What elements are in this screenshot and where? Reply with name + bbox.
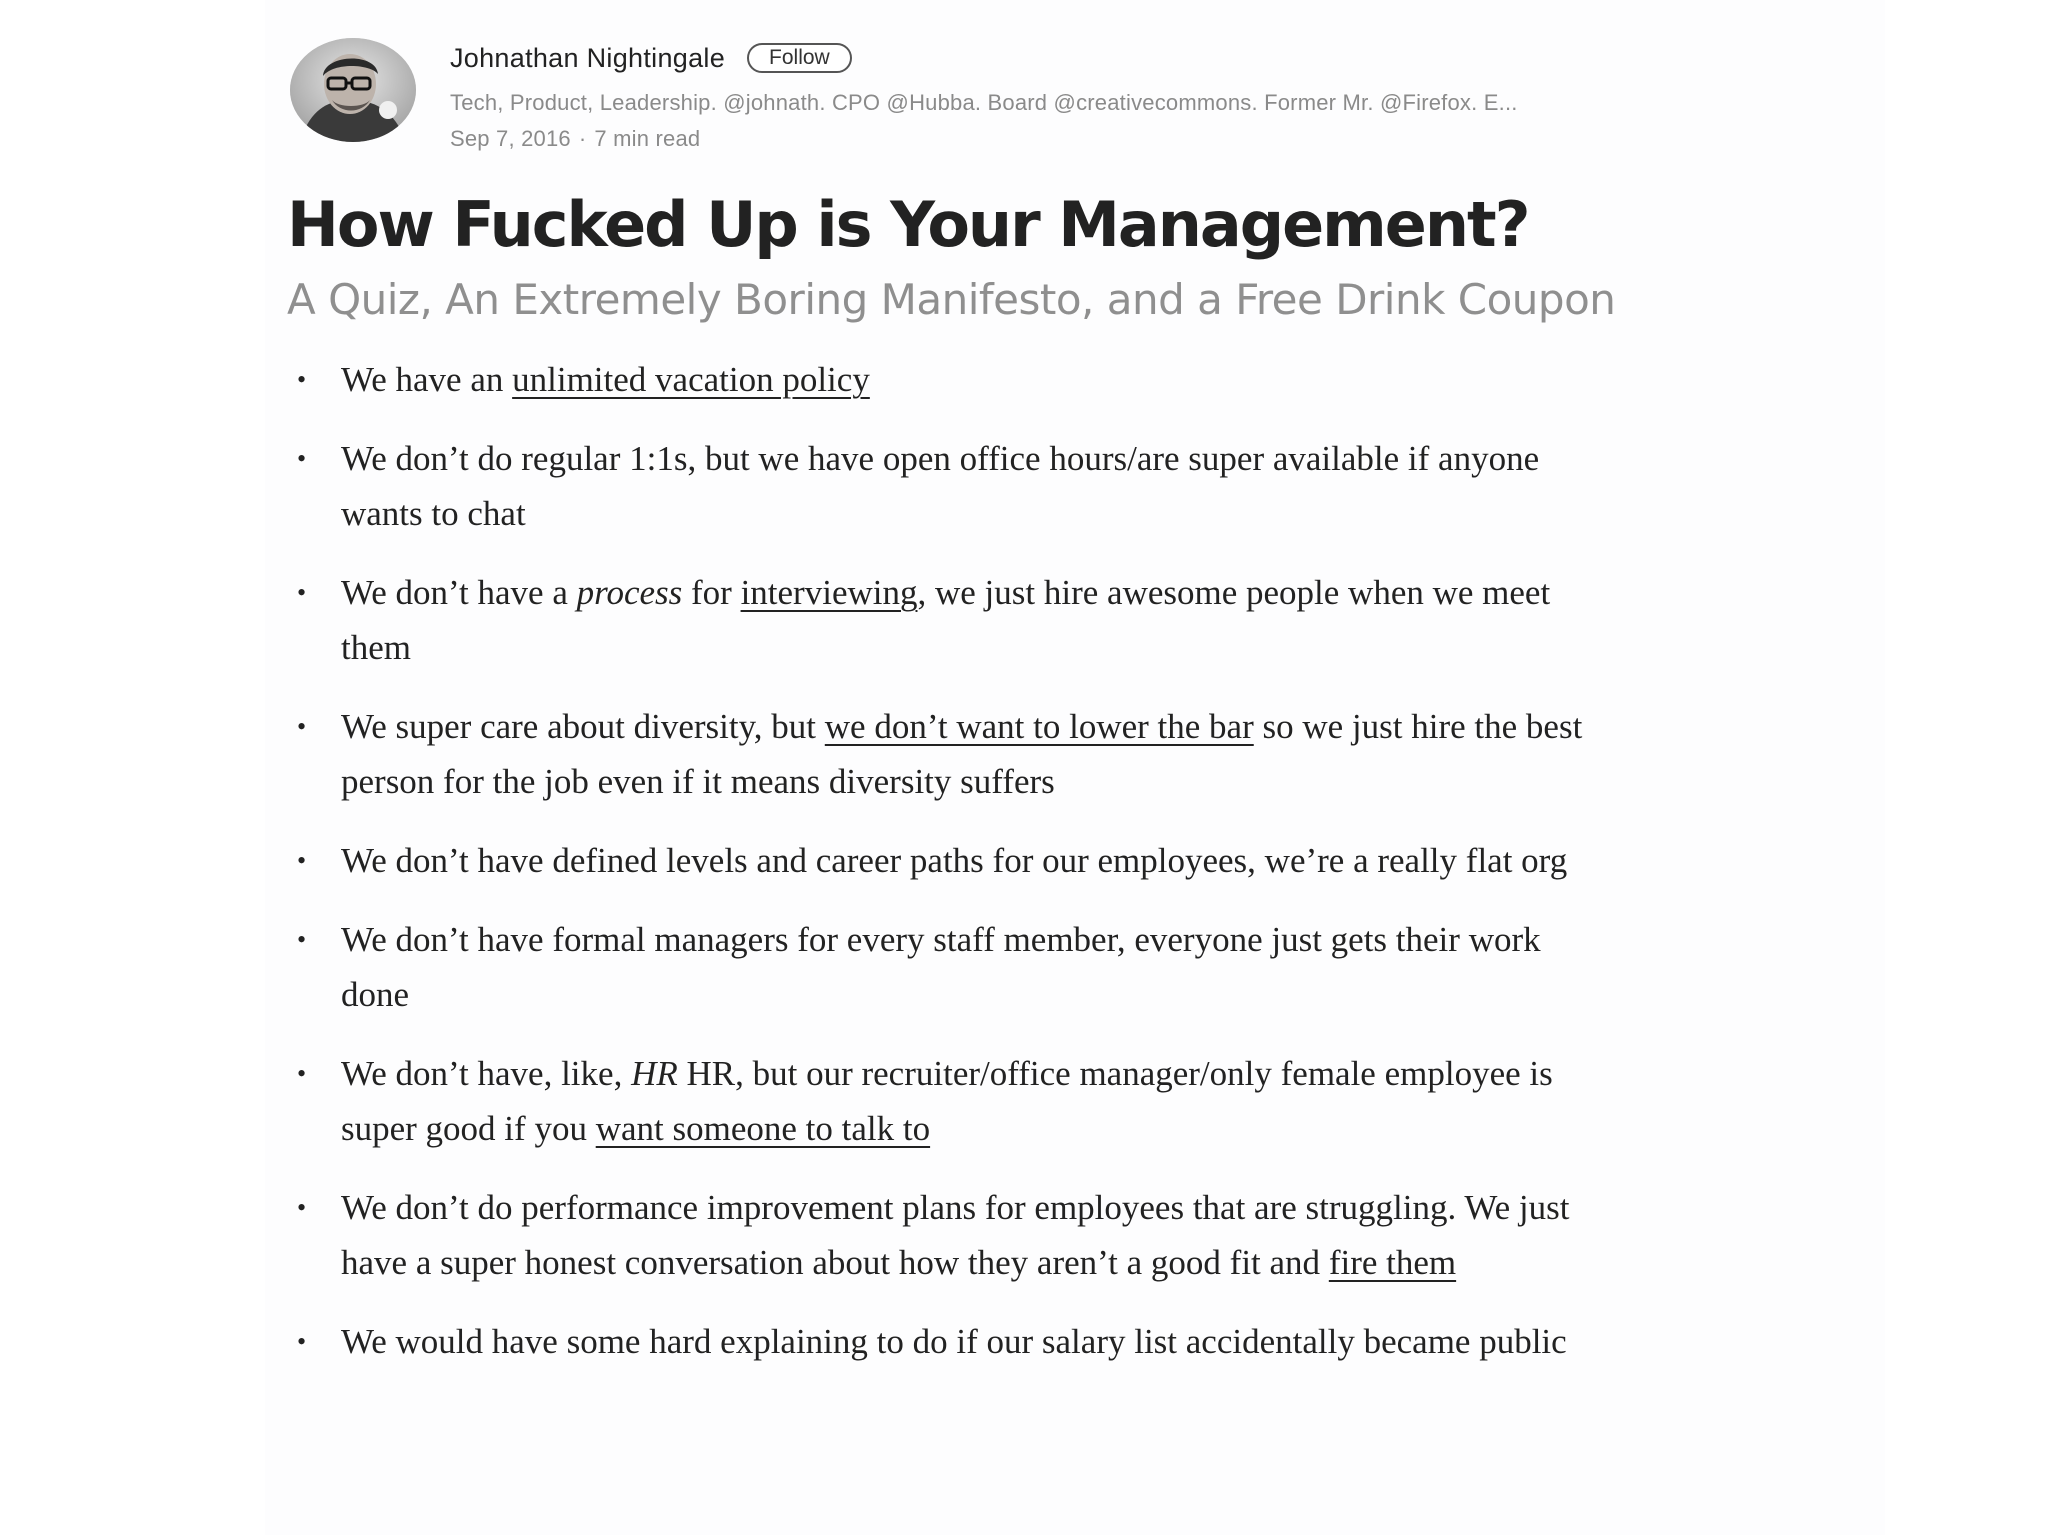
list-item: [297, 431, 1597, 541]
bullet-icon: •: [297, 1059, 307, 1088]
item-text: for: [682, 573, 741, 612]
bullet-icon: •: [297, 444, 307, 473]
item-text: We have an: [341, 360, 513, 399]
fire-them-link[interactable]: fire them: [1328, 1243, 1457, 1282]
item-text: We super care about diversity, but: [341, 707, 825, 746]
post-header: [290, 38, 1850, 151]
bullet-icon: •: [297, 1327, 307, 1356]
bullet-icon: •: [297, 365, 307, 394]
item-text: We don’t have formal managers for every staff member, everyone just gets their work done: [341, 920, 1541, 1014]
unlimited-vacation-link[interactable]: unlimited vacation policy: [512, 360, 870, 399]
item-text: We don’t have a: [341, 573, 577, 612]
list-item: [297, 565, 1597, 675]
item-text: so we just hire the best person for the job even if it means diversity suffers: [341, 707, 1583, 801]
item-text: We don’t have defined levels and career paths for our employees, we’re a really flat org: [341, 841, 1568, 880]
list-item: [297, 833, 1597, 888]
list-item: [297, 1180, 1597, 1290]
item-text: We don’t do performance improvement plans for employees that are struggling. We just have a super honest conversation about how they aren’t a good fit and: [341, 1188, 1570, 1282]
read-time: 7 min read: [594, 126, 701, 151]
someone-to-talk-to-link[interactable]: want someone to talk to: [595, 1109, 931, 1148]
bullet-icon: •: [297, 846, 307, 875]
author-avatar[interactable]: [290, 38, 416, 142]
dateline-separator: ·: [578, 126, 587, 151]
list-item: [297, 1046, 1597, 1156]
bullet-icon: •: [297, 925, 307, 954]
item-emphasis: process: [576, 573, 683, 612]
avatar-photo-icon: [290, 38, 416, 142]
interviewing-link[interactable]: interviewing: [740, 573, 918, 612]
bullet-icon: •: [297, 1193, 307, 1222]
post-date[interactable]: Sep 7, 2016: [450, 126, 571, 151]
author-bio: Tech, Product, Leadership. @johnath. CPO @Hubba. Board @creativecommons. Former Mr. @Firefox. E...: [450, 90, 1518, 115]
list-item: [297, 352, 1597, 407]
article-subtitle: A Quiz, An Extremely Boring Manifesto, and a Free Drink Coupon: [287, 275, 1616, 324]
follow-button[interactable]: Follow: [747, 43, 852, 73]
article-title: How Fucked Up is Your Management?: [287, 188, 1529, 261]
author-name[interactable]: Johnathan Nightingale: [450, 42, 726, 73]
bullet-icon: •: [297, 578, 307, 607]
author-meta: [450, 38, 1850, 152]
bullet-icon: •: [297, 712, 307, 741]
list-item: [297, 699, 1597, 809]
item-text: We would have some hard explaining to do if our salary list accidentally became public: [341, 1322, 1567, 1361]
post-dateline: [450, 126, 1850, 152]
list-item: [297, 912, 1597, 1022]
author-row: [450, 38, 1850, 78]
item-text: We don’t do regular 1:1s, but we have open office hours/are super available if anyone wants to chat: [341, 439, 1540, 533]
item-text: We don’t have, like,: [341, 1054, 632, 1093]
lower-the-bar-link[interactable]: we don’t want to lower the bar: [824, 707, 1254, 746]
quiz-list: [297, 352, 1597, 1393]
item-emphasis: HR: [631, 1054, 678, 1093]
list-item: [297, 1314, 1597, 1369]
item-text: HR, but our recruiter/office manager/only female employee is super good if you: [341, 1054, 1553, 1148]
item-text: , we just hire awesome people when we meet them: [341, 573, 1551, 667]
